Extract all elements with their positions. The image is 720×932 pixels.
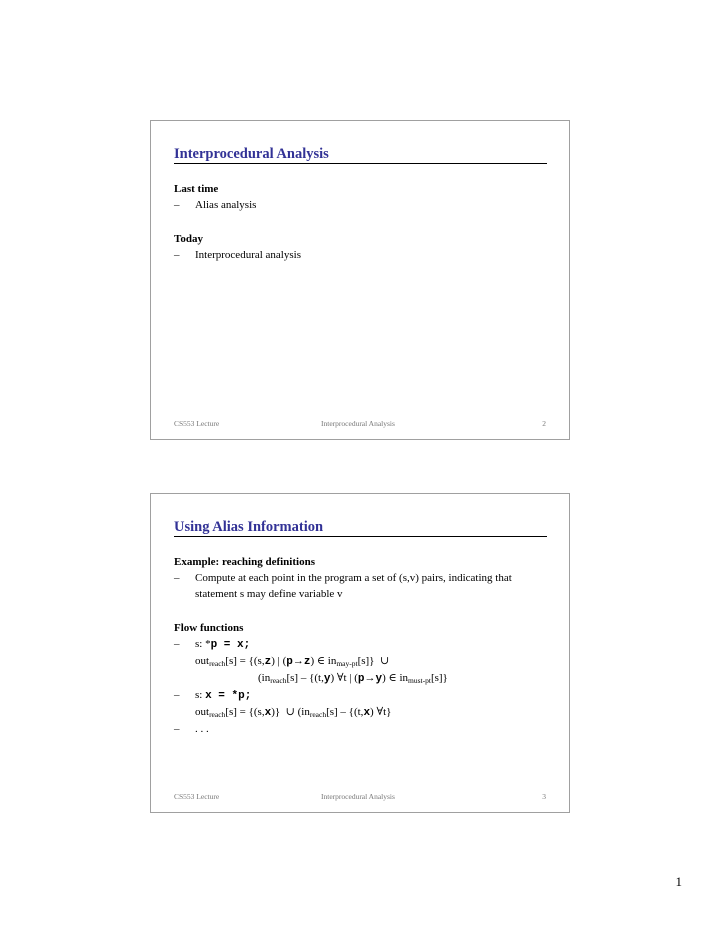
slide-title: Using Alias Information (174, 519, 324, 535)
footer-topic: Interprocedural Analysis (321, 792, 395, 801)
load-flow-equation: out$_{reach}$[s] = {(s,x)} ∪ ($in_{reach}[s] - \{(t,x)$ ∀t} (195, 706, 392, 719)
store-flow-equation-line1: out$_{reach}$[s] = {(s,z) | (p→z) ∈ $in_{may-pt}[s]$} ∪ (195, 655, 390, 668)
footer-course: CS553 Lecture (174, 419, 220, 428)
store-statement: – s: *p = x; (174, 638, 251, 651)
slide-content (174, 554, 549, 737)
load-statement: – s: x = *p; (174, 689, 252, 702)
slide-interprocedural-analysis (150, 120, 570, 440)
store-flow-equation-line2: ($in_{reach}[s] - \{(t,y)$ ∀t | (p→y) ∈ $in_{must-pt}[s]$} (258, 672, 448, 685)
page-number: 1 (675, 874, 682, 889)
example-heading: Example: reaching definitions (174, 556, 315, 568)
ellipsis-item: – . . . (174, 723, 209, 735)
footer-slide-number: 3 (542, 792, 546, 801)
slide-content (174, 181, 549, 263)
example-item: – Compute at each point in the program a set of (s,v) pairs, indicating that statement s may define variable v (174, 572, 512, 600)
flow-functions-heading: Flow functions (174, 622, 244, 634)
today-heading: Today (174, 233, 203, 245)
footer-slide-number: 2 (542, 419, 546, 428)
slide-using-alias-information (150, 493, 570, 813)
last-time-heading: Last time (174, 183, 219, 195)
title-rule (174, 536, 547, 537)
last-time-item: – Alias analysis (174, 199, 257, 211)
title-rule (174, 163, 547, 164)
footer-course: CS553 Lecture (174, 792, 220, 801)
slide-title: Interprocedural Analysis (174, 146, 329, 162)
footer-topic: Interprocedural Analysis (321, 419, 395, 428)
today-item: – Interprocedural analysis (174, 249, 301, 261)
